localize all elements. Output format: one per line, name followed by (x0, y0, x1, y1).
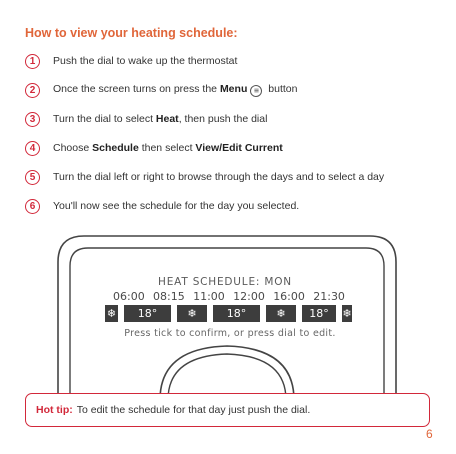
instructions-heading: How to view your heating schedule: (25, 26, 238, 40)
step-text-part: then select (138, 142, 196, 154)
time-label: 11:00 (193, 290, 225, 303)
time-label: 06:00 (113, 290, 145, 303)
schedule-label: Schedule (92, 142, 139, 154)
step-number: 1 (25, 54, 40, 69)
screen-title: HEAT SCHEDULE: MON (158, 276, 292, 288)
step-number: 2 (25, 83, 40, 98)
time-label: 12:00 (233, 290, 265, 303)
menu-label: Menu (219, 83, 248, 96)
step-number: 4 (25, 141, 40, 156)
step-text: Push the dial to wake up the thermostat (53, 55, 238, 67)
hot-tip-box (25, 393, 430, 427)
temp-block: 18° (124, 305, 171, 322)
step-text-part: button (265, 83, 298, 96)
snowflake-icon: ❄ (266, 305, 296, 322)
step-number: 6 (25, 199, 40, 214)
snowflake-icon: ❄ (177, 305, 207, 322)
time-label: 08:15 (153, 290, 185, 303)
step-number: 3 (25, 112, 40, 127)
step-text: You'll now see the schedule for the day you selected. (53, 200, 300, 212)
step-text: Turn the dial left or right to browse through the days and to select a day (53, 171, 385, 183)
thermostat-screen-frame (70, 248, 384, 400)
schedule-times (113, 290, 345, 303)
step-text-part: Turn the dial to select (53, 113, 156, 125)
page-number: 6 (426, 427, 433, 441)
time-label: 16:00 (273, 290, 305, 303)
hot-tip-label: Hot tip: (36, 404, 73, 416)
screen-hint: Press tick to confirm, or press dial to edit. (124, 328, 336, 339)
hot-tip-text: To edit the schedule for that day just push the dial. (76, 404, 311, 416)
view-edit-label: View/Edit Current (195, 142, 283, 154)
schedule-blocks (105, 305, 352, 322)
step-text-part: , then push the dial (178, 113, 268, 125)
temp-block: 18° (213, 305, 260, 322)
snowflake-icon: ❄ (106, 307, 117, 320)
time-label: 21:30 (313, 290, 345, 303)
heat-label: Heat (155, 113, 179, 125)
step-text-part: Choose (53, 142, 93, 154)
snowflake-icon: ❄ (342, 307, 352, 320)
temp-block: 18° (302, 305, 336, 322)
step-number: 5 (25, 170, 40, 185)
step-text-part: Once the screen turns on press the (53, 83, 220, 96)
